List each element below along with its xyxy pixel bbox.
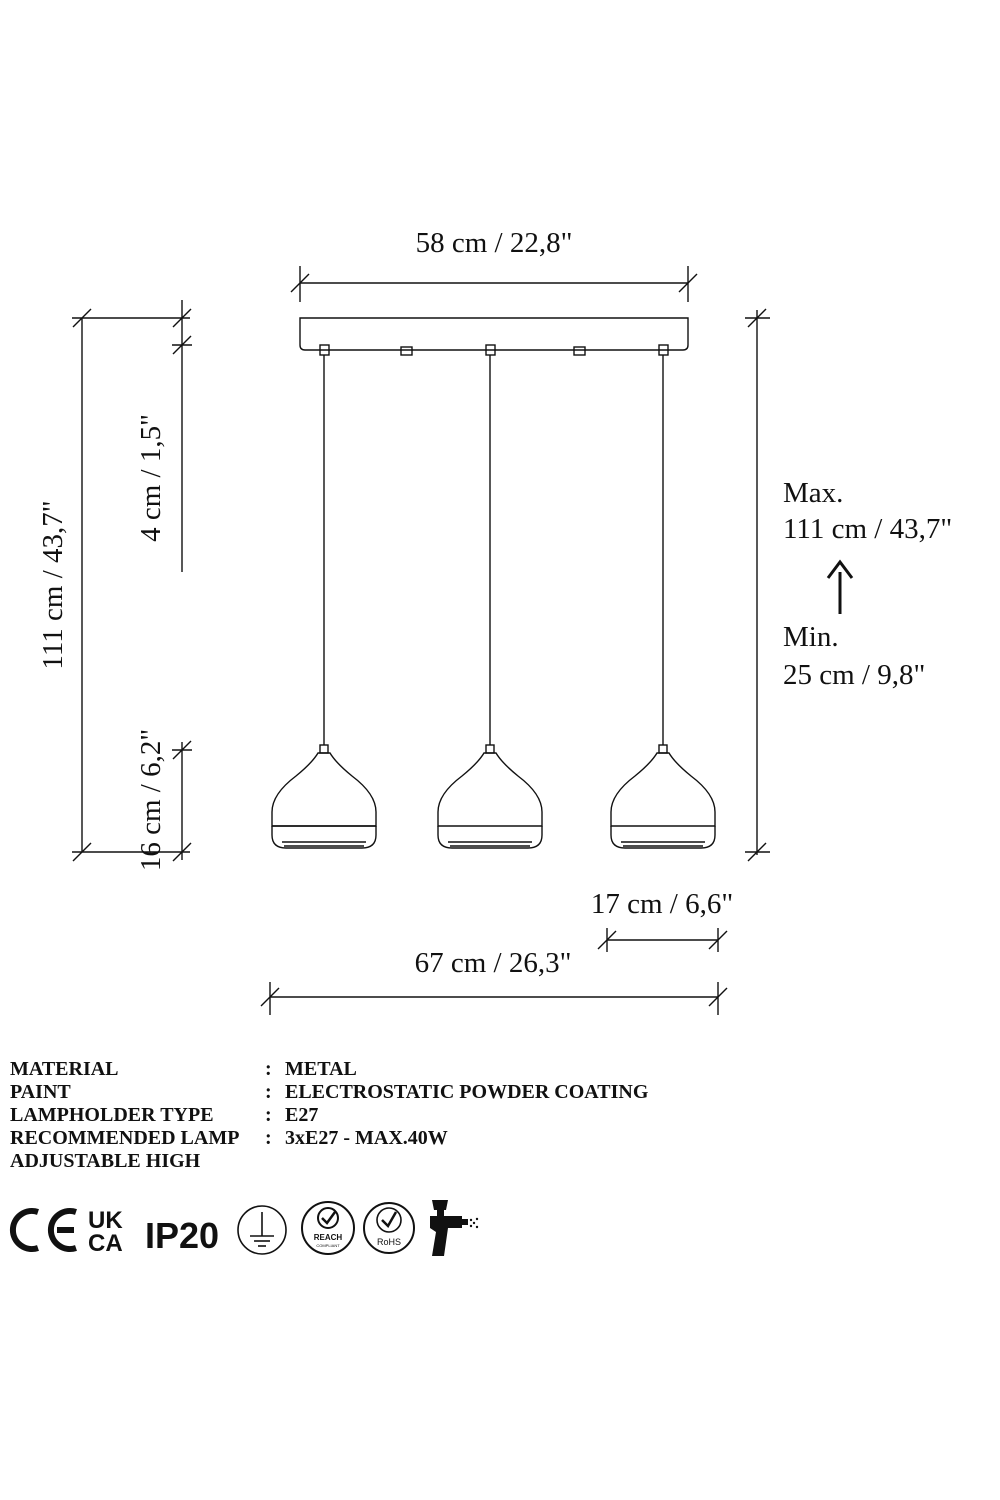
spec-value: ELECTROSTATIC POWDER COATING bbox=[285, 1081, 649, 1103]
reach-compliant-icon bbox=[302, 1202, 354, 1254]
spec-value: METAL bbox=[285, 1058, 357, 1080]
adjust-max-value: 111 cm / 43,7" bbox=[783, 513, 953, 545]
rohs-text: RoHS bbox=[376, 1237, 402, 1247]
top-width-label: 58 cm / 22,8" bbox=[415, 227, 573, 259]
total-height-label: 111 cm / 43,7" bbox=[37, 500, 69, 670]
earth-ground-icon bbox=[238, 1206, 286, 1254]
ip-rating-text: IP20 bbox=[145, 1215, 220, 1256]
spec-colon: : bbox=[265, 1058, 272, 1080]
adjust-min-label: Min. bbox=[783, 621, 839, 653]
spec-colon: : bbox=[265, 1127, 272, 1149]
ce-mark-icon bbox=[13, 1211, 76, 1249]
spec-colon: : bbox=[265, 1104, 272, 1126]
shade-diameter-label: 17 cm / 6,6" bbox=[590, 888, 734, 920]
spec-label: PAINT bbox=[10, 1081, 71, 1103]
ukca-mark-icon bbox=[88, 1207, 123, 1257]
ukca-bottom-text: CA bbox=[88, 1230, 123, 1257]
ukca-top-text: UK bbox=[88, 1207, 123, 1234]
reach-sub-text: COMPLIANT bbox=[316, 1243, 340, 1248]
canopy-height-label: 4 cm / 1,5" bbox=[135, 414, 167, 542]
shade-height-label: 16 cm / 6,2" bbox=[135, 728, 167, 872]
spec-label: MATERIAL bbox=[10, 1058, 119, 1080]
spec-label: ADJUSTABLE HIGH bbox=[10, 1150, 201, 1172]
adjust-min-value: 25 cm / 9,8" bbox=[783, 659, 926, 691]
spray-paint-gun-icon bbox=[430, 1200, 478, 1256]
reach-text: REACH bbox=[313, 1233, 343, 1242]
spec-value: E27 bbox=[285, 1104, 319, 1126]
spec-label: RECOMMENDED LAMP bbox=[10, 1127, 240, 1149]
spec-label: LAMPHOLDER TYPE bbox=[10, 1104, 214, 1126]
rohs-icon bbox=[364, 1203, 414, 1253]
spec-colon: : bbox=[265, 1081, 272, 1103]
spec-value: 3xE27 - MAX.40W bbox=[285, 1127, 448, 1149]
adjust-max-label: Max. bbox=[783, 477, 844, 509]
overall-width-label: 67 cm / 26,3" bbox=[414, 947, 572, 979]
